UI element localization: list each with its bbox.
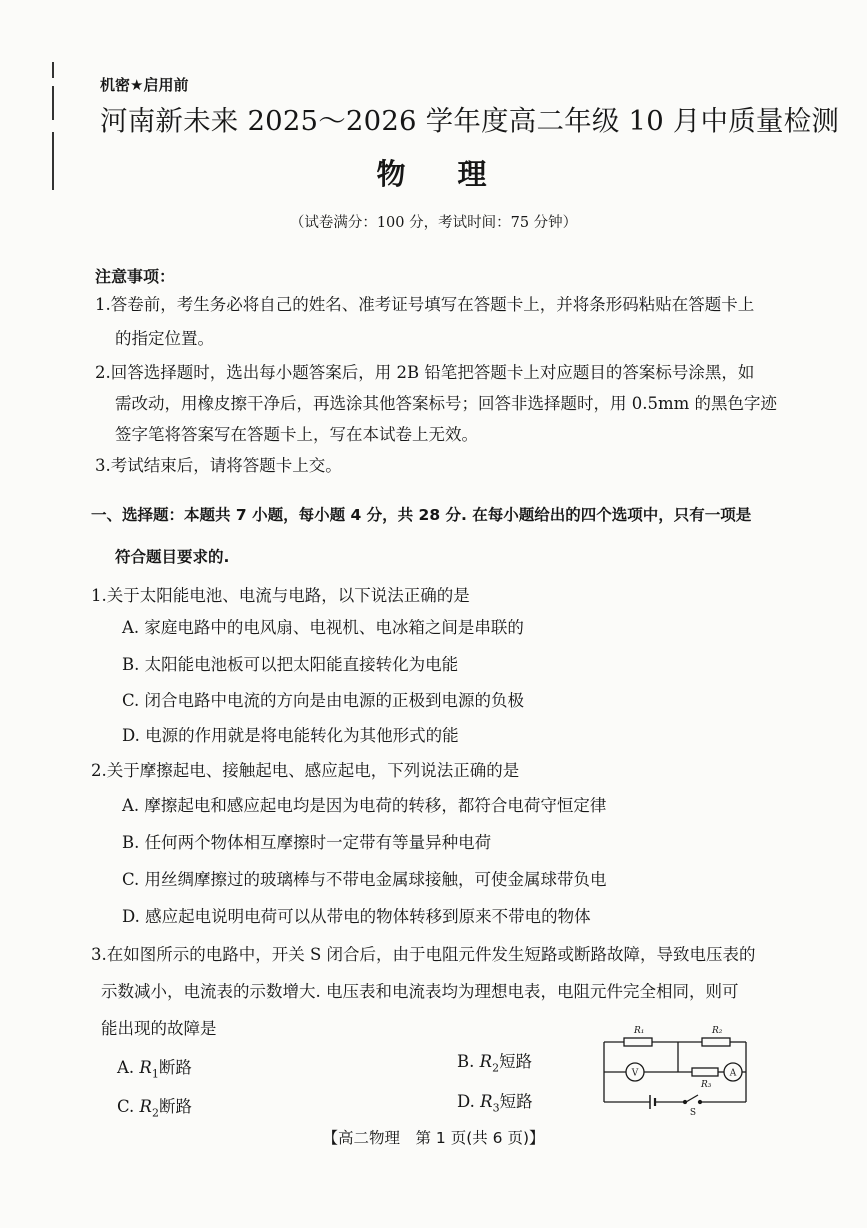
confidential-label: 机密★启用前 [100, 76, 189, 94]
exam-meta: （试卷满分：100 分，考试时间：75 分钟） [289, 215, 578, 231]
notes-line: 签字笔将答案写在答题卡上，写在本试卷上无效。 [115, 425, 478, 444]
question-2-option-d: D. 感应起电说明电荷可以从带电的物体转移到原来不带电的物体 [122, 907, 591, 926]
question-2-option-c: C. 用丝绸摩擦过的玻璃棒与不带电金属球接触，可使金属球带负电 [122, 870, 607, 889]
subject-char: 物 [376, 157, 410, 191]
circuit-diagram [596, 1020, 756, 1116]
label-r3: R₃ [701, 1080, 712, 1090]
notes-line: 2.回答选择题时，选出每小题答案后，用 2B 铅笔把答题卡上对应题目的答案标号涂黑，如 [95, 363, 755, 382]
subject-title [0, 152, 867, 193]
question-1-option-d: D. 电源的作用就是将电能转化为其他形式的能 [122, 726, 459, 745]
notes-title: 注意事项： [95, 267, 176, 286]
question-1-option-a: A. 家庭电路中的电风扇、电视机、电冰箱之间是串联的 [122, 618, 524, 637]
question-3-option-b: B. $R_2$短路 [457, 1052, 533, 1075]
question-3-option-d: D. $R_3$短路 [457, 1092, 533, 1115]
notes-line: 需改动，用橡皮擦干净后，再选涂其他答案标号；回答非选择题时，用 0.5mm 的黑色字迹 [115, 394, 778, 413]
page-footer: 【高二物理 第 1 页(共 6 页)】 [322, 1129, 545, 1147]
exam-title: 河南新未来 2025～2026 学年度高二年级 10 月中质量检测 [100, 105, 840, 137]
question-1-option-b: B. 太阳能电池板可以把太阳能直接转化为电能 [122, 655, 459, 674]
question-2-stem: 2.关于摩擦起电、接触起电、感应起电，下列说法正确的是 [91, 761, 520, 780]
switch-lever [686, 1095, 698, 1102]
notes-line: 1.答卷前，考生务必将自己的姓名、准考证号填写在答题卡上，并将条形码粘贴在答题卡上 [95, 295, 755, 314]
resistor-r1 [624, 1038, 652, 1046]
notes-line: 3.考试结束后，请将答题卡上交。 [95, 456, 342, 475]
question-3-option-a: A. $R_1$断路 [117, 1058, 192, 1081]
question-2-option-a: A. 摩擦起电和感应起电均是因为电荷的转移，都符合电荷守恒定律 [122, 796, 607, 815]
binding-margin-line [52, 62, 54, 78]
question-2-option-b: B. 任何两个物体相互摩擦时一定带有等量异种电荷 [122, 833, 492, 852]
question-1-stem: 1.关于太阳能电池、电流与电路，以下说法正确的是 [91, 586, 470, 605]
resistor-r2 [702, 1038, 730, 1046]
question-1-option-c: C. 闭合电路中电流的方向是由电源的正极到电源的负极 [122, 691, 525, 710]
section-heading-cont: 符合题目要求的. [115, 548, 230, 566]
label-voltmeter: V [631, 1068, 639, 1079]
label-r1: R₁ [634, 1026, 645, 1036]
question-3-option-c: C. $R_2$断路 [117, 1097, 192, 1120]
binding-margin-line [52, 86, 54, 120]
subject-char: 理 [457, 157, 491, 191]
resistor-r3 [692, 1068, 718, 1076]
question-3-stem: 示数减小，电流表的示数增大. 电压表和电流表均为理想电表，电阻元件完全相同，则可 [101, 982, 739, 1001]
question-3-stem: 能出现的故障是 [101, 1019, 217, 1038]
label-r2: R₂ [712, 1026, 723, 1036]
question-3-stem: 3.在如图所示的电路中，开关 S 闭合后，由于电阻元件发生短路或断路故障，导致电压表的 [91, 945, 756, 964]
label-ammeter: A [729, 1068, 737, 1079]
section-heading: 一、选择题：本题共 7 小题，每小题 4 分，共 28 分. 在每小题给出的四个选项中，只有一项是 [91, 506, 752, 524]
notes-line: 的指定位置。 [115, 329, 214, 348]
label-switch: S [689, 1108, 697, 1116]
